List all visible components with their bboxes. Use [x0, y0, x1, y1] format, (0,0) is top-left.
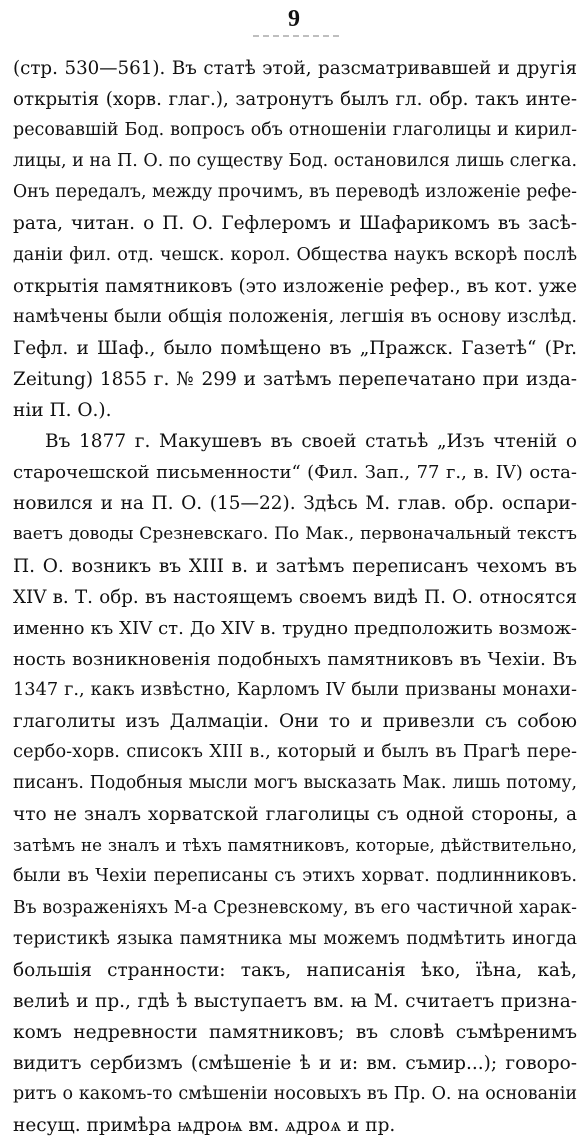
- text-line: ваетъ доводы Срезневскаго. По Мак., первоначальный текстъ: [13, 524, 577, 545]
- text-line: даніи фил. отд. чешск. корол. Общества наукъ вскорѣ послѣ: [13, 244, 577, 265]
- text-line: видитъ сербизмъ (смѣшеніе ѣ и и: вм. съмир...); говоро-: [13, 1053, 577, 1074]
- text-line: несущ. примѣра ѩдроѩ вм. ѧдроѧ и пр.: [13, 1115, 396, 1137]
- text-line: Zeitung) 1855 г. № 299 и затѣмъ перепечатано при изда-: [13, 368, 577, 390]
- text-line: велиѣ и пр., гдѣ ѣ выступаетъ вм. ꙗ М. считаетъ призна-: [13, 990, 577, 1012]
- text-line: намѣчены были общія положенія, легшія въ основу изслѣд.: [13, 306, 577, 327]
- text-line: (стр. 530—561). Въ статѣ этой, разсматривавшей и другія: [13, 58, 577, 79]
- text-line: Онъ передалъ, между прочимъ, въ переводѣ изложеніе рефе-: [13, 182, 577, 203]
- text-line: ресовавшій Бод. вопросъ объ отношеніи глаголицы и кирил-: [13, 120, 577, 141]
- text-line: открытія памятниковъ (это изложеніе рефер., въ кот. уже: [13, 275, 577, 297]
- text-line: ритъ о какомъ-то смѣшеніи носовыхъ въ Пр. О. на основаніи: [13, 1084, 577, 1105]
- text-line: новился и на П. О. (15—22). Здѣсь М. глав. обр. оспари-: [13, 493, 577, 515]
- text-line: были въ Чехіи переписаны съ этихъ хорват. подлинниковъ.: [13, 866, 577, 887]
- body-text: [13, 53, 577, 1141]
- text-line: старочешской письменности“ (Фил. Зап., 77 г., в. IV) оста-: [13, 462, 577, 484]
- text-line: именно къ XIV ст. До XIV в. трудно предположить возмож-: [13, 617, 577, 639]
- header-divider: [253, 35, 341, 37]
- paragraph-1: [13, 53, 577, 426]
- text-line: лицы, и на П. О. по существу Бод. остановился лишь слегка.: [13, 151, 577, 172]
- text-line: ность возникновенія подобныхъ памятниковъ въ Чехіи. Въ: [13, 648, 577, 670]
- text-line: Въ 1877 г. Макушевъ въ своей статьѣ „Изъ чтеній о: [45, 431, 577, 453]
- text-line: П. О. возникъ въ XIII в. и затѣмъ переписанъ чехомъ въ: [13, 555, 577, 577]
- text-line: рата, читан. о П. О. Гефлеромъ и Шафарикомъ въ засѣ-: [13, 213, 577, 235]
- text-line: Гефл. и Шаф., было помѣщено въ „Пражск. Газетѣ“ (Pr.: [13, 337, 577, 359]
- text-line: Въ возраженіяхъ М-а Срезневскому, въ его частичной харак-: [13, 897, 577, 918]
- text-line: 1347 г., какъ извѣстно, Карломъ IV были призваны монахи-: [13, 679, 577, 700]
- text-line: ніи П. О.).: [13, 400, 112, 422]
- text-line: комъ недревности памятниковъ; въ словѣ съмѣренимъ: [13, 1021, 577, 1043]
- text-line: сербо-хорв. списокъ XIII в., который и былъ въ Прагѣ пере-: [13, 742, 577, 763]
- page-header: [0, 4, 588, 44]
- text-line: большія странности: такъ, написанія ѣко, їѣна, каѣ,: [13, 959, 577, 981]
- text-line: открытія (хорв. глаг.), затронутъ былъ гл. обр. такъ инте-: [13, 89, 577, 111]
- text-line: глаголиты изъ Далмаціи. Они то и привезли съ собою: [13, 710, 577, 732]
- text-line: что не зналъ хорватской глаголицы съ одной стороны, а: [13, 804, 577, 826]
- text-line: теристикѣ языка памятника мы можемъ подмѣтить иногда: [13, 928, 577, 949]
- page-number: 9: [288, 6, 300, 32]
- paragraph-2: [13, 426, 577, 1141]
- text-line: XIV в. Т. обр. въ настоящемъ своемъ видѣ П. О. относятся: [13, 586, 577, 608]
- text-line: затѣмъ не зналъ и тѣхъ памятниковъ, которые, дѣйствительно,: [13, 835, 577, 856]
- text-line: писанъ. Подобныя мысли могъ высказать Мак. лишь потому,: [13, 773, 577, 794]
